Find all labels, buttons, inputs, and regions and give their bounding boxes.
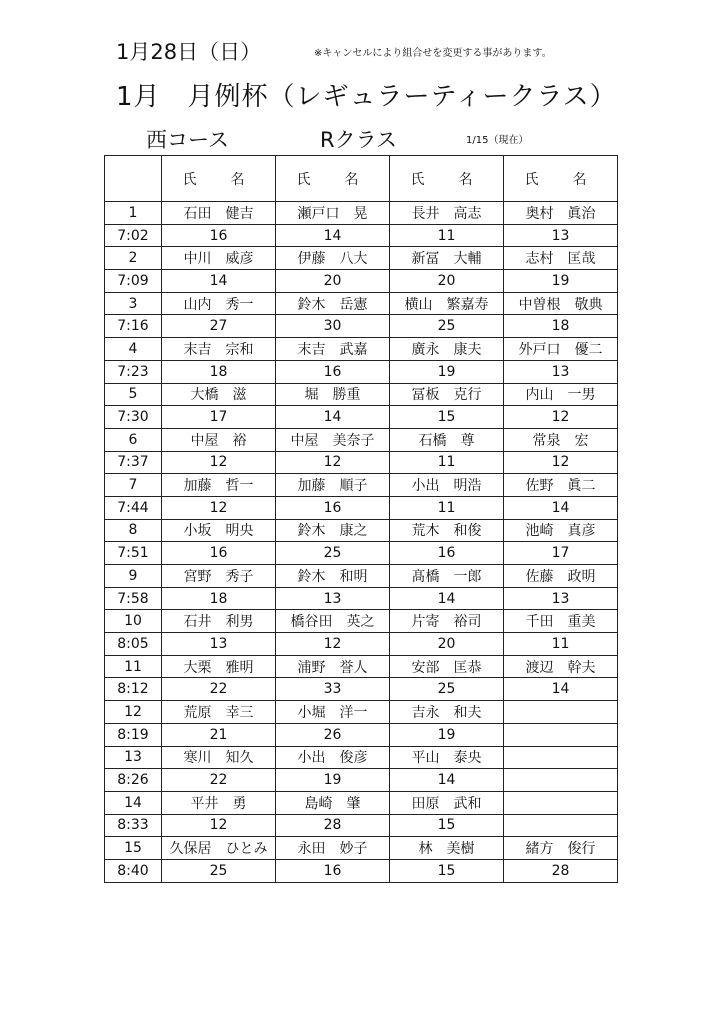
player-handicap: 19 [276, 769, 390, 792]
player-handicap: 13 [504, 587, 618, 610]
group-number: 6 [105, 428, 162, 451]
player-handicap: 18 [162, 587, 276, 610]
group-number: 14 [105, 791, 162, 814]
player-name: 平井 勇 [162, 791, 276, 814]
header-row [105, 156, 618, 202]
table-row-names [105, 202, 618, 225]
player-handicap: 18 [504, 315, 618, 338]
player-name: 髙橋 一郎 [390, 565, 504, 588]
player-handicap: 13 [162, 633, 276, 656]
player-name: 渡辺 幹夫 [504, 655, 618, 678]
player-handicap: 16 [162, 224, 276, 247]
player-name: 末吉 武嘉 [276, 338, 390, 361]
player-handicap: 15 [390, 859, 504, 882]
player-handicap: 25 [390, 315, 504, 338]
player-name: 冨板 克行 [390, 383, 504, 406]
player-handicap: 16 [276, 360, 390, 383]
player-name: 新冨 大輔 [390, 247, 504, 270]
player-name: 長井 高志 [390, 202, 504, 225]
cancellation-note: ※キャンセルにより組合せを変更する事があります。 [314, 48, 552, 59]
player-name: 中屋 美奈子 [276, 428, 390, 451]
player-name: 浦野 誉人 [276, 655, 390, 678]
player-handicap: 11 [504, 633, 618, 656]
table-row-names [105, 701, 618, 724]
player-handicap: 22 [162, 769, 276, 792]
player-name: 小出 明浩 [390, 474, 504, 497]
player-handicap: 27 [162, 315, 276, 338]
player-handicap: 17 [504, 542, 618, 565]
pairing-table [104, 155, 618, 883]
player-handicap: 16 [276, 859, 390, 882]
page-title: 1月 月例杯（レギュラーティークラス） [116, 82, 617, 112]
player-name: 林 美樹 [390, 837, 504, 860]
group-number: 13 [105, 746, 162, 769]
table-row-names [105, 519, 618, 542]
player-handicap: 12 [162, 496, 276, 519]
player-name: 内山 一男 [504, 383, 618, 406]
player-name: 荒木 和俊 [390, 519, 504, 542]
player-handicap: 26 [276, 723, 390, 746]
tee-time: 7:09 [105, 270, 162, 293]
player-handicap: 13 [504, 224, 618, 247]
player-name: 末吉 宗和 [162, 338, 276, 361]
table-row-scores [105, 814, 618, 837]
player-handicap: 14 [276, 224, 390, 247]
player-handicap: 19 [390, 723, 504, 746]
group-number: 12 [105, 701, 162, 724]
player-handicap: 22 [162, 678, 276, 701]
player-handicap: 13 [276, 587, 390, 610]
tee-time: 7:30 [105, 406, 162, 429]
group-number: 9 [105, 565, 162, 588]
player-name: 宮野 秀子 [162, 565, 276, 588]
player-name: 外戸口 優二 [504, 338, 618, 361]
player-name: 鈴木 康之 [276, 519, 390, 542]
group-number: 1 [105, 202, 162, 225]
player-handicap: 28 [276, 814, 390, 837]
player-name: 山内 秀一 [162, 292, 276, 315]
tee-time: 7:51 [105, 542, 162, 565]
header-name-cell: 氏 名 [162, 156, 276, 202]
player-name: 伊藤 八大 [276, 247, 390, 270]
player-handicap: 15 [390, 406, 504, 429]
header-name-cell: 氏 名 [504, 156, 618, 202]
player-name: 中川 威彦 [162, 247, 276, 270]
player-name: 志村 匡哉 [504, 247, 618, 270]
player-name: 橋谷田 英之 [276, 610, 390, 633]
player-name: 大橋 滋 [162, 383, 276, 406]
table-row-scores [105, 678, 618, 701]
player-name: 田原 武和 [390, 791, 504, 814]
table-row-names [105, 791, 618, 814]
player-name [504, 746, 618, 769]
player-name: 石橋 尊 [390, 428, 504, 451]
player-name: 平山 泰央 [390, 746, 504, 769]
player-handicap: 33 [276, 678, 390, 701]
group-number: 8 [105, 519, 162, 542]
player-handicap: 17 [162, 406, 276, 429]
player-handicap: 20 [390, 270, 504, 293]
player-handicap: 14 [390, 769, 504, 792]
table-body [105, 202, 618, 883]
player-name: 瀬戸口 晃 [276, 202, 390, 225]
table-row-scores [105, 224, 618, 247]
tee-time: 7:58 [105, 587, 162, 610]
player-name: 小出 俊彦 [276, 746, 390, 769]
tee-time: 8:19 [105, 723, 162, 746]
as-of-date: 1/15（現在） [466, 135, 529, 146]
player-handicap: 19 [390, 360, 504, 383]
player-name: 廣永 康夫 [390, 338, 504, 361]
player-name: 荒原 幸三 [162, 701, 276, 724]
table-row-names [105, 655, 618, 678]
table-row-scores [105, 406, 618, 429]
tee-time: 7:37 [105, 451, 162, 474]
header-blank-cell [105, 156, 162, 202]
tee-time: 8:40 [105, 859, 162, 882]
player-handicap: 20 [390, 633, 504, 656]
player-name: 佐野 眞二 [504, 474, 618, 497]
player-handicap: 25 [390, 678, 504, 701]
player-handicap: 12 [276, 633, 390, 656]
player-handicap: 12 [504, 406, 618, 429]
player-name [504, 701, 618, 724]
table-row-names [105, 746, 618, 769]
player-name: 中屋 裕 [162, 428, 276, 451]
table-row-scores [105, 859, 618, 882]
player-name: 加藤 順子 [276, 474, 390, 497]
player-handicap: 14 [162, 270, 276, 293]
player-handicap: 13 [504, 360, 618, 383]
player-name: 島崎 肇 [276, 791, 390, 814]
player-handicap: 16 [162, 542, 276, 565]
player-name: 吉永 和夫 [390, 701, 504, 724]
player-handicap: 19 [504, 270, 618, 293]
player-handicap: 30 [276, 315, 390, 338]
tee-time: 8:05 [105, 633, 162, 656]
table-row-scores [105, 360, 618, 383]
group-number: 10 [105, 610, 162, 633]
player-handicap: 12 [162, 814, 276, 837]
table-row-scores [105, 270, 618, 293]
player-name [504, 791, 618, 814]
player-handicap: 12 [276, 451, 390, 474]
player-handicap: 25 [276, 542, 390, 565]
tee-time: 8:12 [105, 678, 162, 701]
player-name: 大栗 雅明 [162, 655, 276, 678]
player-name: 石田 健吉 [162, 202, 276, 225]
table-row-scores [105, 542, 618, 565]
player-name: 小坂 明央 [162, 519, 276, 542]
date-heading: 1月28日（日） [116, 40, 262, 64]
table-row-names [105, 338, 618, 361]
player-handicap: 11 [390, 451, 504, 474]
header-name-cell: 氏 名 [276, 156, 390, 202]
player-handicap: 21 [162, 723, 276, 746]
table-row-names [105, 428, 618, 451]
tee-time: 8:33 [105, 814, 162, 837]
class-name: Rクラス [320, 128, 397, 152]
table-row-names [105, 474, 618, 497]
player-name: 寒川 知久 [162, 746, 276, 769]
player-handicap: 15 [390, 814, 504, 837]
player-handicap: 11 [390, 224, 504, 247]
player-name: 佐藤 政明 [504, 565, 618, 588]
player-name: 石井 利男 [162, 610, 276, 633]
table-row-names [105, 383, 618, 406]
player-handicap [504, 814, 618, 837]
tee-time: 8:26 [105, 769, 162, 792]
table-row-scores [105, 451, 618, 474]
player-name: 永田 妙子 [276, 837, 390, 860]
table-row-scores [105, 496, 618, 519]
player-name: 安部 匡恭 [390, 655, 504, 678]
player-name: 中曽根 敬典 [504, 292, 618, 315]
player-name: 鈴木 和明 [276, 565, 390, 588]
player-name: 久保居 ひとみ [162, 837, 276, 860]
table-row-names [105, 610, 618, 633]
player-handicap: 14 [390, 587, 504, 610]
table-row-scores [105, 587, 618, 610]
table-row-names [105, 565, 618, 588]
player-handicap: 16 [276, 496, 390, 519]
player-name: 池崎 真彦 [504, 519, 618, 542]
table-row-scores [105, 315, 618, 338]
tee-time: 7:23 [105, 360, 162, 383]
player-handicap: 16 [390, 542, 504, 565]
player-handicap: 12 [162, 451, 276, 474]
player-name: 堀 勝重 [276, 383, 390, 406]
player-handicap [504, 723, 618, 746]
tee-time: 7:16 [105, 315, 162, 338]
group-number: 11 [105, 655, 162, 678]
player-handicap: 18 [162, 360, 276, 383]
player-handicap: 12 [504, 451, 618, 474]
table-row-scores [105, 633, 618, 656]
header-name-cell: 氏 名 [390, 156, 504, 202]
player-handicap: 14 [276, 406, 390, 429]
group-number: 2 [105, 247, 162, 270]
group-number: 15 [105, 837, 162, 860]
table-row-names [105, 292, 618, 315]
player-handicap: 14 [504, 496, 618, 519]
player-name: 小堀 洋一 [276, 701, 390, 724]
player-name: 横山 繁嘉寿 [390, 292, 504, 315]
player-name: 鈴木 岳憲 [276, 292, 390, 315]
table-row-names [105, 247, 618, 270]
player-handicap: 28 [504, 859, 618, 882]
player-handicap [504, 769, 618, 792]
player-handicap: 11 [390, 496, 504, 519]
player-name: 奥村 眞治 [504, 202, 618, 225]
player-handicap: 25 [162, 859, 276, 882]
player-handicap: 14 [504, 678, 618, 701]
table-row-names [105, 837, 618, 860]
player-name: 千田 重美 [504, 610, 618, 633]
tee-time: 7:44 [105, 496, 162, 519]
group-number: 7 [105, 474, 162, 497]
course-name: 西コース [146, 128, 229, 152]
table-row-scores [105, 769, 618, 792]
group-number: 5 [105, 383, 162, 406]
table-row-scores [105, 723, 618, 746]
player-name: 緒方 俊行 [504, 837, 618, 860]
player-handicap: 20 [276, 270, 390, 293]
player-name: 片寄 裕司 [390, 610, 504, 633]
group-number: 4 [105, 338, 162, 361]
group-number: 3 [105, 292, 162, 315]
player-name: 加藤 哲一 [162, 474, 276, 497]
tee-time: 7:02 [105, 224, 162, 247]
player-name: 常泉 宏 [504, 428, 618, 451]
